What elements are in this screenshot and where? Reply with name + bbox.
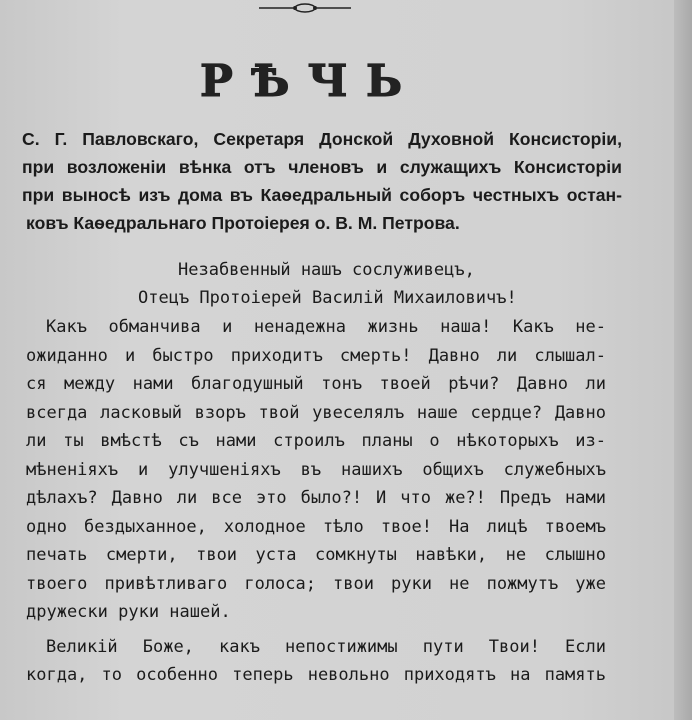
- speech-body: [26, 313, 606, 690]
- salutation-line: Отецъ Протоіерей Василій Михаиловичъ!: [138, 288, 517, 308]
- text-line: Какъ обманчива и ненадежна жизнь наша! Какъ не-: [46, 317, 606, 337]
- speech-subtitle: [22, 125, 622, 237]
- text-line: дружески руки нашей.: [26, 602, 231, 622]
- text-line: Великій Боже, какъ непостижимы пути Твои! Если: [46, 636, 606, 657]
- speech-heading: РѢЧЬ: [199, 56, 421, 107]
- text-line: мѣненіяхъ и улучшеніяхъ въ нашихъ общихъ служебныхъ: [26, 459, 606, 480]
- subtitle-line: при возложеніи вѣнка отъ членовъ и служащихъ Консисторіи: [22, 157, 622, 177]
- salutation-line: Незабвенный нашъ сослуживецъ,: [178, 260, 475, 280]
- text-line: твоего привѣтливаго голоса; твои руки не пожмутъ уже: [26, 573, 606, 594]
- ornament-divider: [259, 2, 351, 14]
- text-line: ожиданно и быстро приходитъ смерть! Давно ли слышал-: [26, 345, 606, 366]
- text-line: одно бездыханное, холодное тѣло твое! На лицѣ твоемъ: [26, 516, 606, 537]
- subtitle-line: ковъ Каѳедральнаго Протоіерея о. В. М. Петрова.: [26, 213, 460, 233]
- subtitle-line: С. Г. Павловскаго, Секретаря Донской Духовной Консисторіи,: [22, 129, 622, 149]
- page-edge: [674, 0, 692, 720]
- paragraph-2: [26, 633, 606, 690]
- subtitle-line: при выносѣ изъ дома въ Каѳедральный соборъ честныхъ остан-: [22, 185, 622, 205]
- text-line: печать смерти, твои уста сомкнуты навѣки, не слышно: [26, 545, 606, 565]
- text-line: когда, то особенно теперь невольно приходятъ на память: [26, 665, 606, 685]
- text-line: ся между нами благодушный тонъ твоей рѣчи? Давно ли: [26, 374, 606, 394]
- text-line: дѣлахъ? Давно ли все это было?! И что же?! Предъ нами: [26, 488, 606, 508]
- text-line: всегда ласковый взоръ твой увеселялъ наше сердце? Давно: [26, 402, 606, 423]
- paragraph-1: [26, 313, 606, 627]
- text-line: ли ты вмѣстѣ съ нами строилъ планы о нѣкоторыхъ из-: [26, 431, 606, 451]
